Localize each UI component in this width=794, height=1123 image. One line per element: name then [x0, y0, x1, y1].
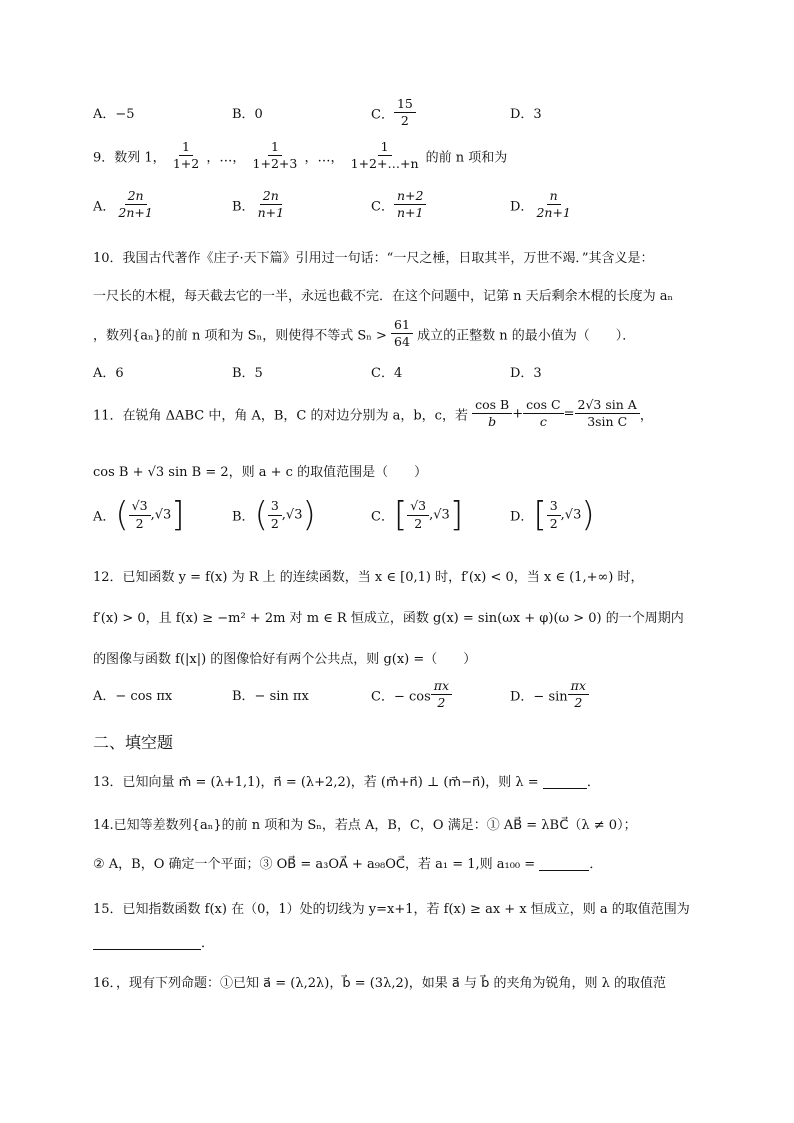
q14-line-1: 14.已知等差数列{aₙ}的前 n 项和为 Sₙ，若点 A，B，C，O 满足：① AB⃗ = λBC⃗（λ ≠ 0）； [93, 818, 637, 833]
q10-option-c: C．4 [371, 366, 403, 381]
q13-line: 13．已知向量 m⃗ = (λ+1,1)，n⃗ = (λ+2,2)，若 (m⃗+n⃗) ⊥ (m⃗−n⃗)，则 λ = ． [93, 771, 600, 790]
q9-option-c: C． $\frac{n+2}{n+1}$ [371, 189, 510, 221]
q15-line-2: ． [93, 932, 214, 951]
q14-line-2: ② A，B，O 确定一个平面；③ OB⃗ = a₃OA⃗ + a₉₈OC⃗，若 a₁ = 1,则 a₁₀₀ = ． [93, 853, 602, 872]
q10-line-1: 10．我国古代著作《庄子·天下篇》引用过一句话：“一尺之棰，日取其半，万世不竭．”其含义是： [93, 251, 654, 266]
q12-line-3: 的图像与函数 f(|x|) 的图像恰好有两个公共点，则 g(x) =（ ） [93, 652, 477, 667]
q11-option-d: D．[ $\frac{3}{2}$ ,√3) [510, 495, 595, 535]
q8-option-d: D．3 [510, 107, 542, 123]
q13-answer-blank[interactable] [543, 773, 587, 789]
q11-line-1: 11．在锐角 ΔABC 中，角 A，B，C 的对边分别为 a，b，c，若 $\frac{\text{cos B}}{b}$ + $\frac{\text{cos C}}{c}$ = $\frac{\text{2√3 sin A}}{\text{3sin C}}$ ， [93, 397, 653, 430]
q12-option-a: A．− cos πx [93, 689, 173, 705]
q8-option-b: B．0 [232, 107, 263, 123]
q9-option-a: A． $\frac{2n}{2n+1}$ [93, 188, 153, 221]
q15-line-1: 15．已知指数函数 f(x) 在（0，1）处的切线为 y=x+1，若 f(x) ≥ ax + x 恒成立，则 a 的取值范围为 [93, 902, 690, 917]
q10-line-2: 一尺长的木棍，每天截去它的一半，永远也截不完．在这个问题中，记第 n 天后剩余木棍的长度为 aₙ [93, 289, 674, 304]
q8-options [93, 97, 649, 129]
q9-stem: 9．数列 1， $\frac{1}{1+2}$ ，…， $\frac{1}{1+2+3}$ ，…， $\frac{1}{1+2+\dots+n}$ 的前 n 项和为 [93, 139, 508, 172]
q12-option-b: B．− sin πx [232, 689, 309, 705]
q12-line-1: 12．已知函数 y = f(x) 为 R 上 的连续函数，当 x ∈ [0,1) 时，f′(x) < 0，当 x ∈ (1,+∞) 时， [93, 570, 644, 585]
q12-option-d: D．− sin $\frac{\pi x}{2}$ [510, 679, 649, 711]
q8-option-c: C． $\frac{15}{2}$ [371, 97, 510, 129]
q10-line-3: ，数列{aₙ}的前 n 项和为 Sₙ，则使得不等式 Sₙ > $\frac{61}{64}$ 成立的正整数 n 的最小值为（ ）． [93, 317, 636, 350]
q10-option-a: A．6 [93, 366, 124, 381]
q11-frac-1: $\frac{\text{cos B}}{b}$ [472, 398, 512, 430]
q11-line-2: cos B + √3 sin B = 2，则 a + c 的取值范围是（ ） [93, 465, 428, 480]
q12-option-c: C．− cos $\frac{\pi x}{2}$ [371, 679, 510, 711]
q11-options [93, 495, 649, 535]
q10-options [93, 362, 649, 381]
q9-option-d: D． $\frac{n}{2n+1}$ [510, 188, 571, 221]
q11-option-c: C．[ $\frac{√3}{2}$ ,√3] [371, 495, 464, 535]
q11-frac-2: $\frac{\text{cos C}}{c}$ [523, 398, 563, 430]
section-title: 二、填空题 [93, 733, 174, 752]
q11-frac-3: $\frac{\text{2√3 sin A}}{\text{3sin C}}$ [575, 398, 640, 430]
q15-answer-blank[interactable] [93, 934, 201, 950]
q11-option-b: B．( $\frac{3}{2}$ ,√3) [232, 495, 316, 535]
q9-term-n: $\frac{1}{1+2+\dots+n}$ [350, 139, 419, 172]
q10-option-b: B．5 [232, 366, 263, 381]
q14-answer-blank[interactable] [539, 855, 589, 871]
q11-option-a: A．( $\frac{√3}{2}$ ,√3] [93, 495, 185, 535]
q9-term-2: $\frac{1}{1+2+3}$ [252, 139, 298, 172]
q9-options [93, 189, 649, 221]
q12-options [93, 679, 649, 711]
q10-option-d: D．3 [510, 366, 542, 381]
q12-line-2: f′(x) > 0，且 f(x) ≥ −m² + 2m 对 m ∈ R 恒成立，函数 g(x) = sin(ωx + φ)(ω > 0) 的一个周期内 [93, 611, 684, 626]
q8-option-a: A．−5 [93, 107, 135, 123]
q9-option-b: B． $\frac{2n}{n+1}$ [232, 188, 285, 221]
q9-term-1: $\frac{1}{1+2}$ [172, 139, 200, 172]
q16-line-1: 16．，现有下列命题：①已知 a⃗ = (λ,2λ)，b⃗ = (3λ,2)，如果 a⃗ 与 b⃗ 的夹角为锐角，则 λ 的取值范 [93, 976, 667, 991]
